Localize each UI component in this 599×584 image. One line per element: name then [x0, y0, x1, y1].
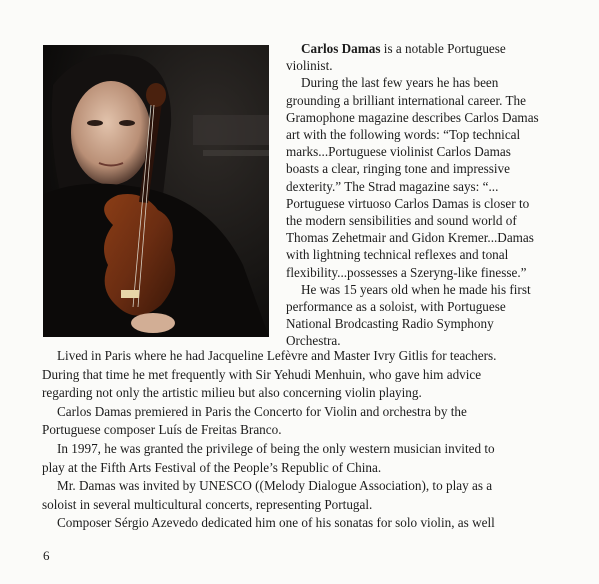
intro-rest: is a notable Portuguese: [380, 41, 506, 56]
text-line: flexibility...possesses a Szeryng-like finesse.”: [286, 264, 527, 280]
page-number: 6: [43, 548, 50, 563]
text-line: violinist.: [286, 58, 333, 74]
full-width-text: [42, 347, 574, 533]
text-line: play at the Fifth Arts Festival of the People’s Republic of China.: [42, 459, 382, 475]
text-line: Mr. Damas was invited by UNESCO ((Melody Dialogue Association), to play as a: [57, 478, 493, 494]
text-line: performance as a soloist, with Portuguese: [286, 299, 506, 315]
text-line: Portuguese composer Luís de Freitas Branco.: [42, 422, 282, 438]
text-line: In 1997, he was granted the privilege of being the only western musician invited to: [57, 440, 495, 456]
text-line: soloist in several multicultural concerts, representing Portugal.: [42, 496, 373, 512]
text-line: During the last few years he has been: [301, 75, 499, 91]
text-line: marks...Portuguese violinist Carlos Damas: [286, 144, 511, 160]
violinist-portrait-photo: [43, 45, 269, 337]
text-line: dexterity.” The Strad magazine says: “...: [286, 178, 499, 194]
intro-line: [286, 40, 571, 57]
text-line: During that time he met frequently with Sir Yehudi Menhuin, who gave him advice: [42, 366, 482, 382]
text-line: Lived in Paris where he had Jacqueline Lefèvre and Master Ivry Gitlis for teachers.: [57, 348, 497, 363]
text-line: Composer Sérgio Azevedo dedicated him one of his sonatas for solo violin, as well: [57, 515, 495, 531]
text-line: Orchestra.: [286, 333, 341, 349]
text-line: National Brodcasting Radio Symphony: [286, 316, 494, 332]
text-line: Carlos Damas premiered in Paris the Concerto for Violin and orchestra by the: [57, 403, 467, 419]
text-line: Thomas Zehetmair and Gidon Kremer...Damas: [286, 230, 534, 246]
text-line: Portuguese virtuoso Carlos Damas is closer to: [286, 195, 530, 211]
text-line: He was 15 years old when he made his first: [301, 281, 531, 297]
text-line: boasts a clear, ringing tone and impressive: [286, 161, 510, 177]
text-line: regarding not only the artistic milieu but also concerning violin playing.: [42, 385, 422, 401]
text-line: Gramophone magazine describes Carlos Damas: [286, 109, 539, 125]
text-line: grounding a brilliant international career. The: [286, 92, 526, 108]
text-line: with lightning technical reflexes and tonal: [286, 247, 509, 263]
text-line: the modern sensibilities and sound world of: [286, 213, 517, 229]
right-column-text: [286, 40, 571, 350]
artist-name: Carlos Damas: [301, 41, 381, 56]
text-line: art with the following words: “Top technical: [286, 127, 521, 143]
